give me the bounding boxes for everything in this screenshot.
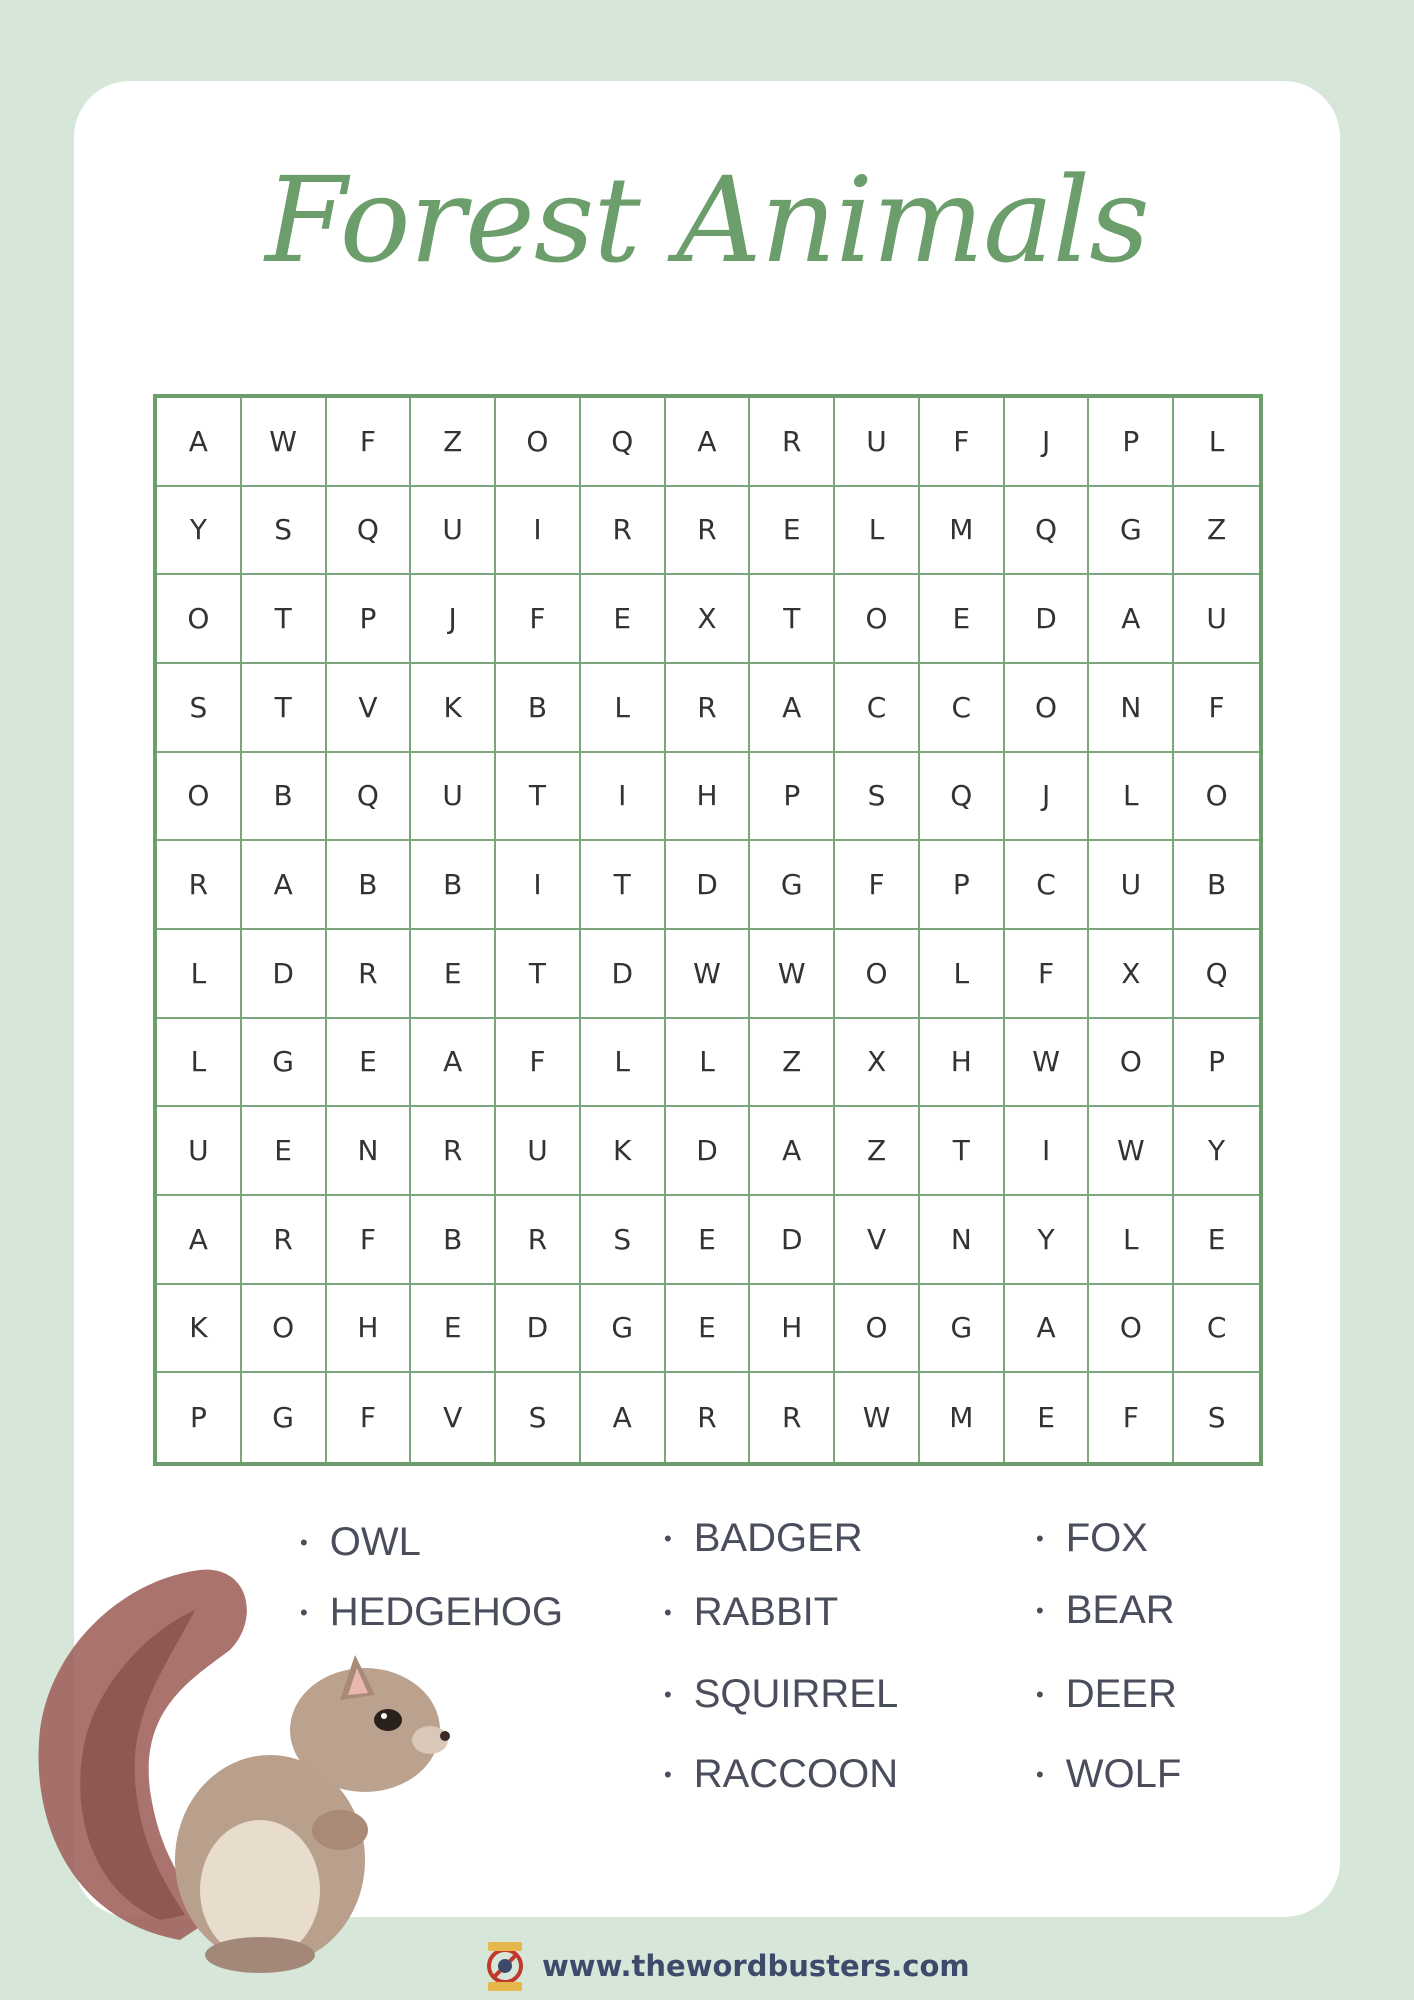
grid-cell[interactable]: A xyxy=(750,664,835,753)
grid-cell[interactable]: P xyxy=(1174,1019,1259,1108)
grid-cell[interactable]: F xyxy=(327,1196,412,1285)
grid-cell[interactable]: F xyxy=(920,398,1005,487)
word-item xyxy=(664,1516,863,1561)
grid-cell[interactable]: A xyxy=(581,1373,666,1462)
grid-cell[interactable]: A xyxy=(242,841,327,930)
bullet: • xyxy=(300,1599,308,1625)
grid-cell[interactable]: T xyxy=(920,1107,1005,1196)
grid-cell[interactable]: D xyxy=(666,1107,751,1196)
grid-cell[interactable]: R xyxy=(750,398,835,487)
grid-cell[interactable]: S xyxy=(581,1196,666,1285)
grid-cell[interactable]: G xyxy=(750,841,835,930)
bullet: • xyxy=(300,1529,308,1555)
grid-cell[interactable]: Q xyxy=(581,398,666,487)
grid-cell[interactable]: L xyxy=(581,664,666,753)
word-item xyxy=(664,1672,898,1717)
page-title: Forest Animals xyxy=(265,151,1149,289)
grid-cell[interactable]: W xyxy=(1089,1107,1174,1196)
grid-cell[interactable]: X xyxy=(666,575,751,664)
grid-cell[interactable]: A xyxy=(157,398,242,487)
grid-cell[interactable]: Y xyxy=(1005,1196,1090,1285)
grid-cell[interactable]: Q xyxy=(1005,487,1090,576)
grid-cell[interactable]: B xyxy=(496,664,581,753)
grid-cell[interactable]: I xyxy=(496,841,581,930)
grid-cell[interactable]: E xyxy=(666,1285,751,1374)
grid-cell[interactable]: U xyxy=(1174,575,1259,664)
word-item xyxy=(664,1752,898,1797)
grid-cell[interactable]: K xyxy=(411,664,496,753)
grid-cell[interactable]: O xyxy=(1174,753,1259,842)
grid-cell[interactable]: G xyxy=(242,1373,327,1462)
grid-cell[interactable]: O xyxy=(1005,664,1090,753)
grid-cell[interactable]: J xyxy=(1005,398,1090,487)
grid-cell[interactable]: R xyxy=(666,1373,751,1462)
grid-cell[interactable]: R xyxy=(496,1196,581,1285)
grid-cell[interactable]: Z xyxy=(835,1107,920,1196)
grid-cell[interactable]: C xyxy=(835,664,920,753)
grid-cell[interactable]: R xyxy=(666,664,751,753)
grid-cell[interactable]: O xyxy=(835,930,920,1019)
grid-cell[interactable]: O xyxy=(835,575,920,664)
grid-cell[interactable]: B xyxy=(242,753,327,842)
grid-cell[interactable]: W xyxy=(242,398,327,487)
grid-cell[interactable]: C xyxy=(1005,841,1090,930)
grid-cell[interactable]: L xyxy=(920,930,1005,1019)
grid-cell[interactable]: X xyxy=(835,1019,920,1108)
grid-cell[interactable]: D xyxy=(581,930,666,1019)
grid-cell[interactable]: B xyxy=(327,841,412,930)
grid-cell[interactable]: Q xyxy=(327,753,412,842)
grid-cell[interactable]: P xyxy=(920,841,1005,930)
grid-cell[interactable]: T xyxy=(496,930,581,1019)
grid-cell[interactable]: A xyxy=(157,1196,242,1285)
grid-cell[interactable]: E xyxy=(666,1196,751,1285)
grid-cell[interactable]: F xyxy=(835,841,920,930)
grid-cell[interactable]: N xyxy=(1089,664,1174,753)
bullet: • xyxy=(664,1599,672,1625)
squirrel-eye xyxy=(374,1709,402,1731)
grid-cell[interactable]: H xyxy=(666,753,751,842)
grid-cell[interactable]: E xyxy=(411,1285,496,1374)
grid-cell[interactable]: E xyxy=(411,930,496,1019)
grid-cell[interactable]: U xyxy=(411,753,496,842)
grid-cell[interactable]: I xyxy=(581,753,666,842)
word-label: HEDGEHOG xyxy=(329,1590,564,1634)
word-label: OWL xyxy=(329,1520,421,1564)
grid-cell[interactable]: G xyxy=(920,1285,1005,1374)
grid-cell[interactable]: K xyxy=(581,1107,666,1196)
grid-cell[interactable]: R xyxy=(750,1373,835,1462)
grid-cell[interactable]: R xyxy=(411,1107,496,1196)
grid-cell[interactable]: B xyxy=(1174,841,1259,930)
grid-cell[interactable]: F xyxy=(1089,1373,1174,1462)
grid-cell[interactable]: E xyxy=(327,1019,412,1108)
grid-cell[interactable]: Q xyxy=(1174,930,1259,1019)
grid-cell[interactable]: O xyxy=(1089,1019,1174,1108)
grid-cell[interactable]: Z xyxy=(411,398,496,487)
word-item xyxy=(664,1590,838,1635)
word-item xyxy=(1036,1672,1177,1717)
word-label: BEAR xyxy=(1065,1588,1175,1632)
grid-cell[interactable]: W xyxy=(1005,1019,1090,1108)
grid-cell[interactable]: A xyxy=(1089,575,1174,664)
grid-cell[interactable]: W xyxy=(666,930,751,1019)
grid-cell[interactable]: Q xyxy=(327,487,412,576)
word-label: DEER xyxy=(1065,1672,1177,1716)
grid-cell[interactable]: V xyxy=(327,664,412,753)
grid-cell[interactable]: P xyxy=(327,575,412,664)
grid-cell[interactable]: Y xyxy=(1174,1107,1259,1196)
word-item xyxy=(1036,1588,1175,1633)
grid-cell[interactable]: E xyxy=(242,1107,327,1196)
grid-cell[interactable]: I xyxy=(1005,1107,1090,1196)
grid-cell[interactable]: O xyxy=(496,398,581,487)
word-label: FOX xyxy=(1065,1516,1148,1560)
grid-cell[interactable]: P xyxy=(750,753,835,842)
grid-cell[interactable]: T xyxy=(496,753,581,842)
grid-cell[interactable]: S xyxy=(835,753,920,842)
grid-cell[interactable]: U xyxy=(496,1107,581,1196)
grid-cell[interactable]: H xyxy=(750,1285,835,1374)
word-label: RACCOON xyxy=(693,1752,899,1796)
grid-cell[interactable]: Q xyxy=(920,753,1005,842)
grid-cell[interactable]: L xyxy=(1089,1196,1174,1285)
grid-cell[interactable]: N xyxy=(920,1196,1005,1285)
grid-cell[interactable]: G xyxy=(1089,487,1174,576)
grid-cell[interactable]: B xyxy=(411,1196,496,1285)
grid-cell[interactable]: B xyxy=(411,841,496,930)
grid-cell[interactable]: O xyxy=(1089,1285,1174,1374)
word-label: RABBIT xyxy=(693,1590,839,1634)
grid-cell[interactable]: O xyxy=(835,1285,920,1374)
word-item xyxy=(1036,1752,1181,1797)
grid-cell[interactable]: T xyxy=(242,575,327,664)
bullet: • xyxy=(1036,1597,1044,1623)
grid-cell[interactable]: P xyxy=(157,1373,242,1462)
grid-cell[interactable]: G xyxy=(242,1019,327,1108)
grid-cell[interactable]: Z xyxy=(1174,487,1259,576)
grid-cell[interactable]: R xyxy=(581,487,666,576)
grid-cell[interactable]: L xyxy=(157,1019,242,1108)
grid-cell[interactable]: E xyxy=(1005,1373,1090,1462)
squirrel-illustration xyxy=(10,1560,480,1980)
grid-cell[interactable]: H xyxy=(327,1285,412,1374)
bullet: • xyxy=(1036,1525,1044,1551)
grid-cell[interactable]: M xyxy=(920,1373,1005,1462)
grid-cell[interactable]: F xyxy=(327,398,412,487)
grid-cell[interactable]: R xyxy=(157,841,242,930)
grid-cell[interactable]: E xyxy=(750,487,835,576)
grid-cell[interactable]: M xyxy=(920,487,1005,576)
bullet: • xyxy=(1036,1761,1044,1787)
grid-cell[interactable]: R xyxy=(242,1196,327,1285)
word-label: BADGER xyxy=(693,1516,863,1560)
grid-cell[interactable]: P xyxy=(1089,398,1174,487)
grid-cell[interactable]: U xyxy=(835,398,920,487)
grid-cell[interactable]: R xyxy=(666,487,751,576)
grid-cell[interactable]: C xyxy=(920,664,1005,753)
grid-cell[interactable]: E xyxy=(581,575,666,664)
grid-cell[interactable]: L xyxy=(581,1019,666,1108)
grid-cell[interactable]: A xyxy=(1005,1285,1090,1374)
footer xyxy=(480,1938,970,1994)
grid-cell[interactable]: L xyxy=(1174,398,1259,487)
grid-cell[interactable]: A xyxy=(750,1107,835,1196)
grid-cell[interactable]: L xyxy=(1089,753,1174,842)
grid-cell[interactable]: D xyxy=(666,841,751,930)
grid-cell[interactable]: F xyxy=(1005,930,1090,1019)
grid-cell[interactable]: F xyxy=(496,575,581,664)
grid-cell[interactable]: W xyxy=(750,930,835,1019)
grid-cell[interactable]: C xyxy=(1174,1285,1259,1374)
grid-cell[interactable]: F xyxy=(327,1373,412,1462)
bullet: • xyxy=(664,1761,672,1787)
grid-cell[interactable]: T xyxy=(242,664,327,753)
grid-cell[interactable]: J xyxy=(411,575,496,664)
grid-cell[interactable]: J xyxy=(1005,753,1090,842)
grid-cell[interactable]: I xyxy=(496,487,581,576)
grid-cell[interactable]: X xyxy=(1089,930,1174,1019)
grid-cell[interactable]: W xyxy=(835,1373,920,1462)
grid-cell[interactable]: U xyxy=(411,487,496,576)
grid-cell[interactable]: V xyxy=(411,1373,496,1462)
word-label: SQUIRREL xyxy=(693,1672,899,1716)
grid-cell[interactable]: T xyxy=(581,841,666,930)
grid-cell[interactable]: D xyxy=(1005,575,1090,664)
grid-cell[interactable]: O xyxy=(157,753,242,842)
grid-cell[interactable]: U xyxy=(1089,841,1174,930)
grid-cell[interactable]: K xyxy=(157,1285,242,1374)
squirrel-paw xyxy=(312,1810,368,1850)
grid-cell[interactable]: A xyxy=(666,398,751,487)
grid-cell[interactable]: O xyxy=(157,575,242,664)
wordbusters-logo-icon xyxy=(480,1940,530,1992)
grid-cell[interactable]: O xyxy=(242,1285,327,1374)
grid-cell[interactable]: D xyxy=(750,1196,835,1285)
grid-cell[interactable]: D xyxy=(496,1285,581,1374)
word-label: WOLF xyxy=(1065,1752,1182,1796)
grid-cell[interactable]: L xyxy=(835,487,920,576)
word-item xyxy=(1036,1516,1148,1561)
grid-cell[interactable]: E xyxy=(1174,1196,1259,1285)
grid-cell[interactable]: F xyxy=(496,1019,581,1108)
squirrel-foot xyxy=(205,1937,315,1973)
grid-cell[interactable]: S xyxy=(1207,1401,1226,1435)
grid-cell[interactable]: S xyxy=(242,487,327,576)
grid-cell[interactable]: E xyxy=(920,575,1005,664)
word-search-grid xyxy=(153,394,1263,1466)
grid-cell[interactable]: G xyxy=(581,1285,666,1374)
grid-cell[interactable]: U xyxy=(157,1107,242,1196)
squirrel-eye-highlight xyxy=(381,1713,387,1719)
squirrel-nose xyxy=(440,1731,450,1741)
grid-cell[interactable]: D xyxy=(242,930,327,1019)
bullet: • xyxy=(1036,1681,1044,1707)
website-url[interactable]: www.thewordbusters.com xyxy=(542,1949,970,1983)
grid-cell[interactable]: L xyxy=(666,1019,751,1108)
grid-cell[interactable]: A xyxy=(411,1019,496,1108)
grid-cell[interactable]: S xyxy=(157,664,242,753)
grid-cell[interactable]: V xyxy=(835,1196,920,1285)
grid-cell[interactable]: R xyxy=(327,930,412,1019)
grid-cell[interactable]: N xyxy=(327,1107,412,1196)
grid-cell[interactable]: L xyxy=(157,930,242,1019)
grid-cell[interactable]: F xyxy=(1174,664,1259,753)
bullet: • xyxy=(664,1525,672,1551)
grid-cell[interactable]: H xyxy=(920,1019,1005,1108)
word-item xyxy=(300,1520,421,1565)
grid-cell[interactable]: Y xyxy=(157,487,242,576)
grid-cell[interactable]: T xyxy=(750,575,835,664)
grid-cell[interactable]: S xyxy=(496,1373,581,1462)
grid-cell[interactable]: Z xyxy=(750,1019,835,1108)
bullet: • xyxy=(664,1681,672,1707)
